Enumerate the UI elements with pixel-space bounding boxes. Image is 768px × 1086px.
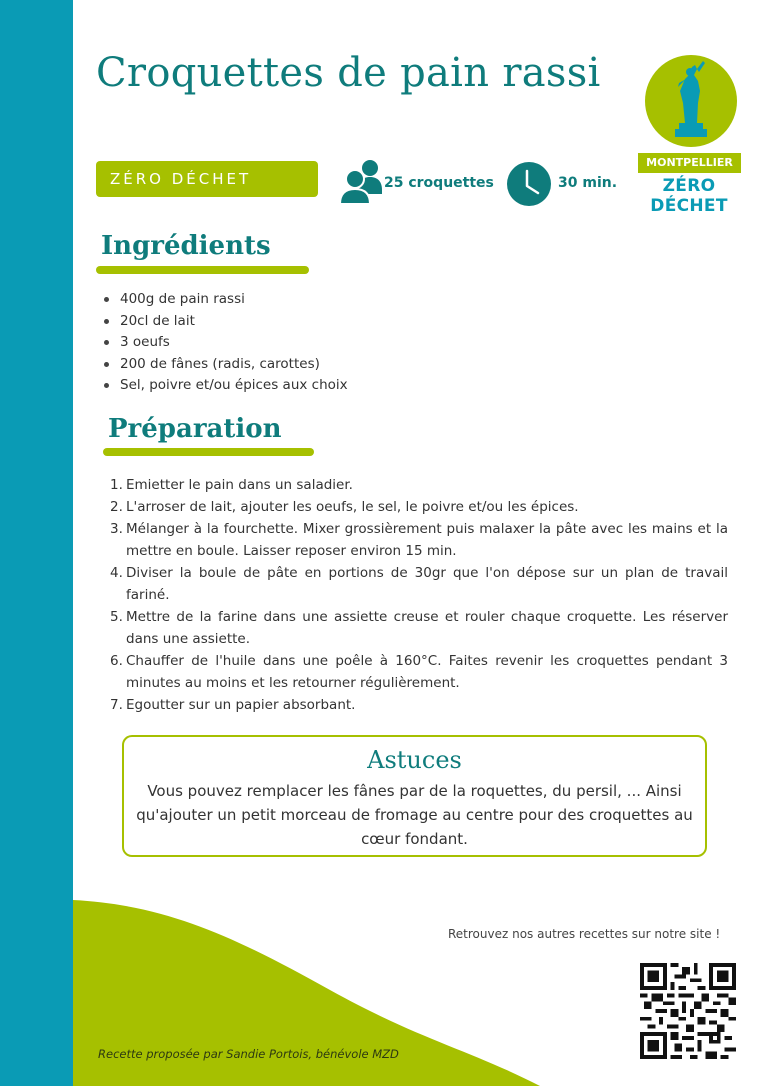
list-item [110, 562, 728, 606]
montpellier-zero-dechet-logo [633, 55, 745, 216]
list-item: Sel, poivre et/ou épices aux choix [104, 375, 348, 397]
list-item [110, 474, 728, 496]
step-number: 2. [110, 499, 123, 515]
recipe-credit: Recette proposée par Sandie Portois, bénévole MZD [98, 1047, 399, 1061]
list-item: 400g de pain rassi [104, 289, 348, 311]
step-text: Mélanger à la fourchette. Mixer grossièrement puis malaxer la pâte avec les mains et la mettre en boule. Laisser reposer environ 15 min. [126, 521, 728, 559]
step-number: 1. [110, 477, 123, 493]
list-item: 20cl de lait [104, 311, 348, 333]
qr-code-icon[interactable] [640, 963, 736, 1059]
website-note: Retrouvez nos autres recettes sur notre site ! [448, 927, 721, 941]
step-number: 7. [110, 697, 123, 713]
step-number: 6. [110, 653, 123, 669]
category-tag: ZÉRO DÉCHET [96, 161, 318, 197]
people-icon [338, 158, 384, 206]
tips-text: Vous pouvez remplacer les fânes par de la roquettes, du persil, ... Ainsi qu'ajouter un petit morceau de fromage au centre pour des croquettes au cœur fondant. [136, 782, 693, 848]
step-text: Diviser la boule de pâte en portions de 30gr que l'on dépose sur un plan de travail fariné. [126, 565, 728, 603]
step-number: 4. [110, 565, 123, 581]
preparation-heading: Préparation [108, 414, 282, 444]
ingredients-heading: Ingrédients [101, 231, 271, 261]
recipe-title: Croquettes de pain rassi [96, 50, 601, 96]
preparation-underline [103, 448, 314, 456]
clock-icon [507, 162, 551, 206]
list-item [110, 518, 728, 562]
step-text: L'arroser de lait, ajouter les oeufs, le sel, le poivre et/ou les épices. [126, 499, 579, 515]
ingredients-underline [96, 266, 309, 274]
step-text: Chauffer de l'huile dans une poêle à 160°C. Faites revenir les croquettes pendant 3 minutes au moins et les retourner régulièrement. [126, 653, 728, 691]
tips-heading: Astuces [367, 746, 462, 774]
list-item [110, 694, 728, 716]
list-item: 200 de fânes (radis, carottes) [104, 354, 348, 376]
list-item [110, 496, 728, 518]
logo-circle [645, 55, 737, 147]
step-text: Egoutter sur un papier absorbant. [126, 697, 356, 713]
preparation-time: 30 min. [558, 175, 618, 191]
list-item: 3 oeufs [104, 332, 348, 354]
list-item [110, 650, 728, 694]
preparation-steps [110, 474, 728, 716]
tips-box [122, 735, 707, 857]
statue-icon [645, 55, 737, 147]
logo-brand-label: ZÉRO DÉCHET [650, 176, 728, 216]
logo-city-label: MONTPELLIER [638, 153, 741, 173]
step-number: 3. [110, 521, 123, 537]
list-item [110, 606, 728, 650]
step-text: Emietter le pain dans un saladier. [126, 477, 353, 493]
servings-count: 25 croquettes [384, 175, 494, 191]
step-text: Mettre de la farine dans une assiette creuse et rouler chaque croquette. Les réserver dans une assiette. [126, 609, 728, 647]
ingredients-list [104, 289, 348, 397]
step-number: 5. [110, 609, 123, 625]
